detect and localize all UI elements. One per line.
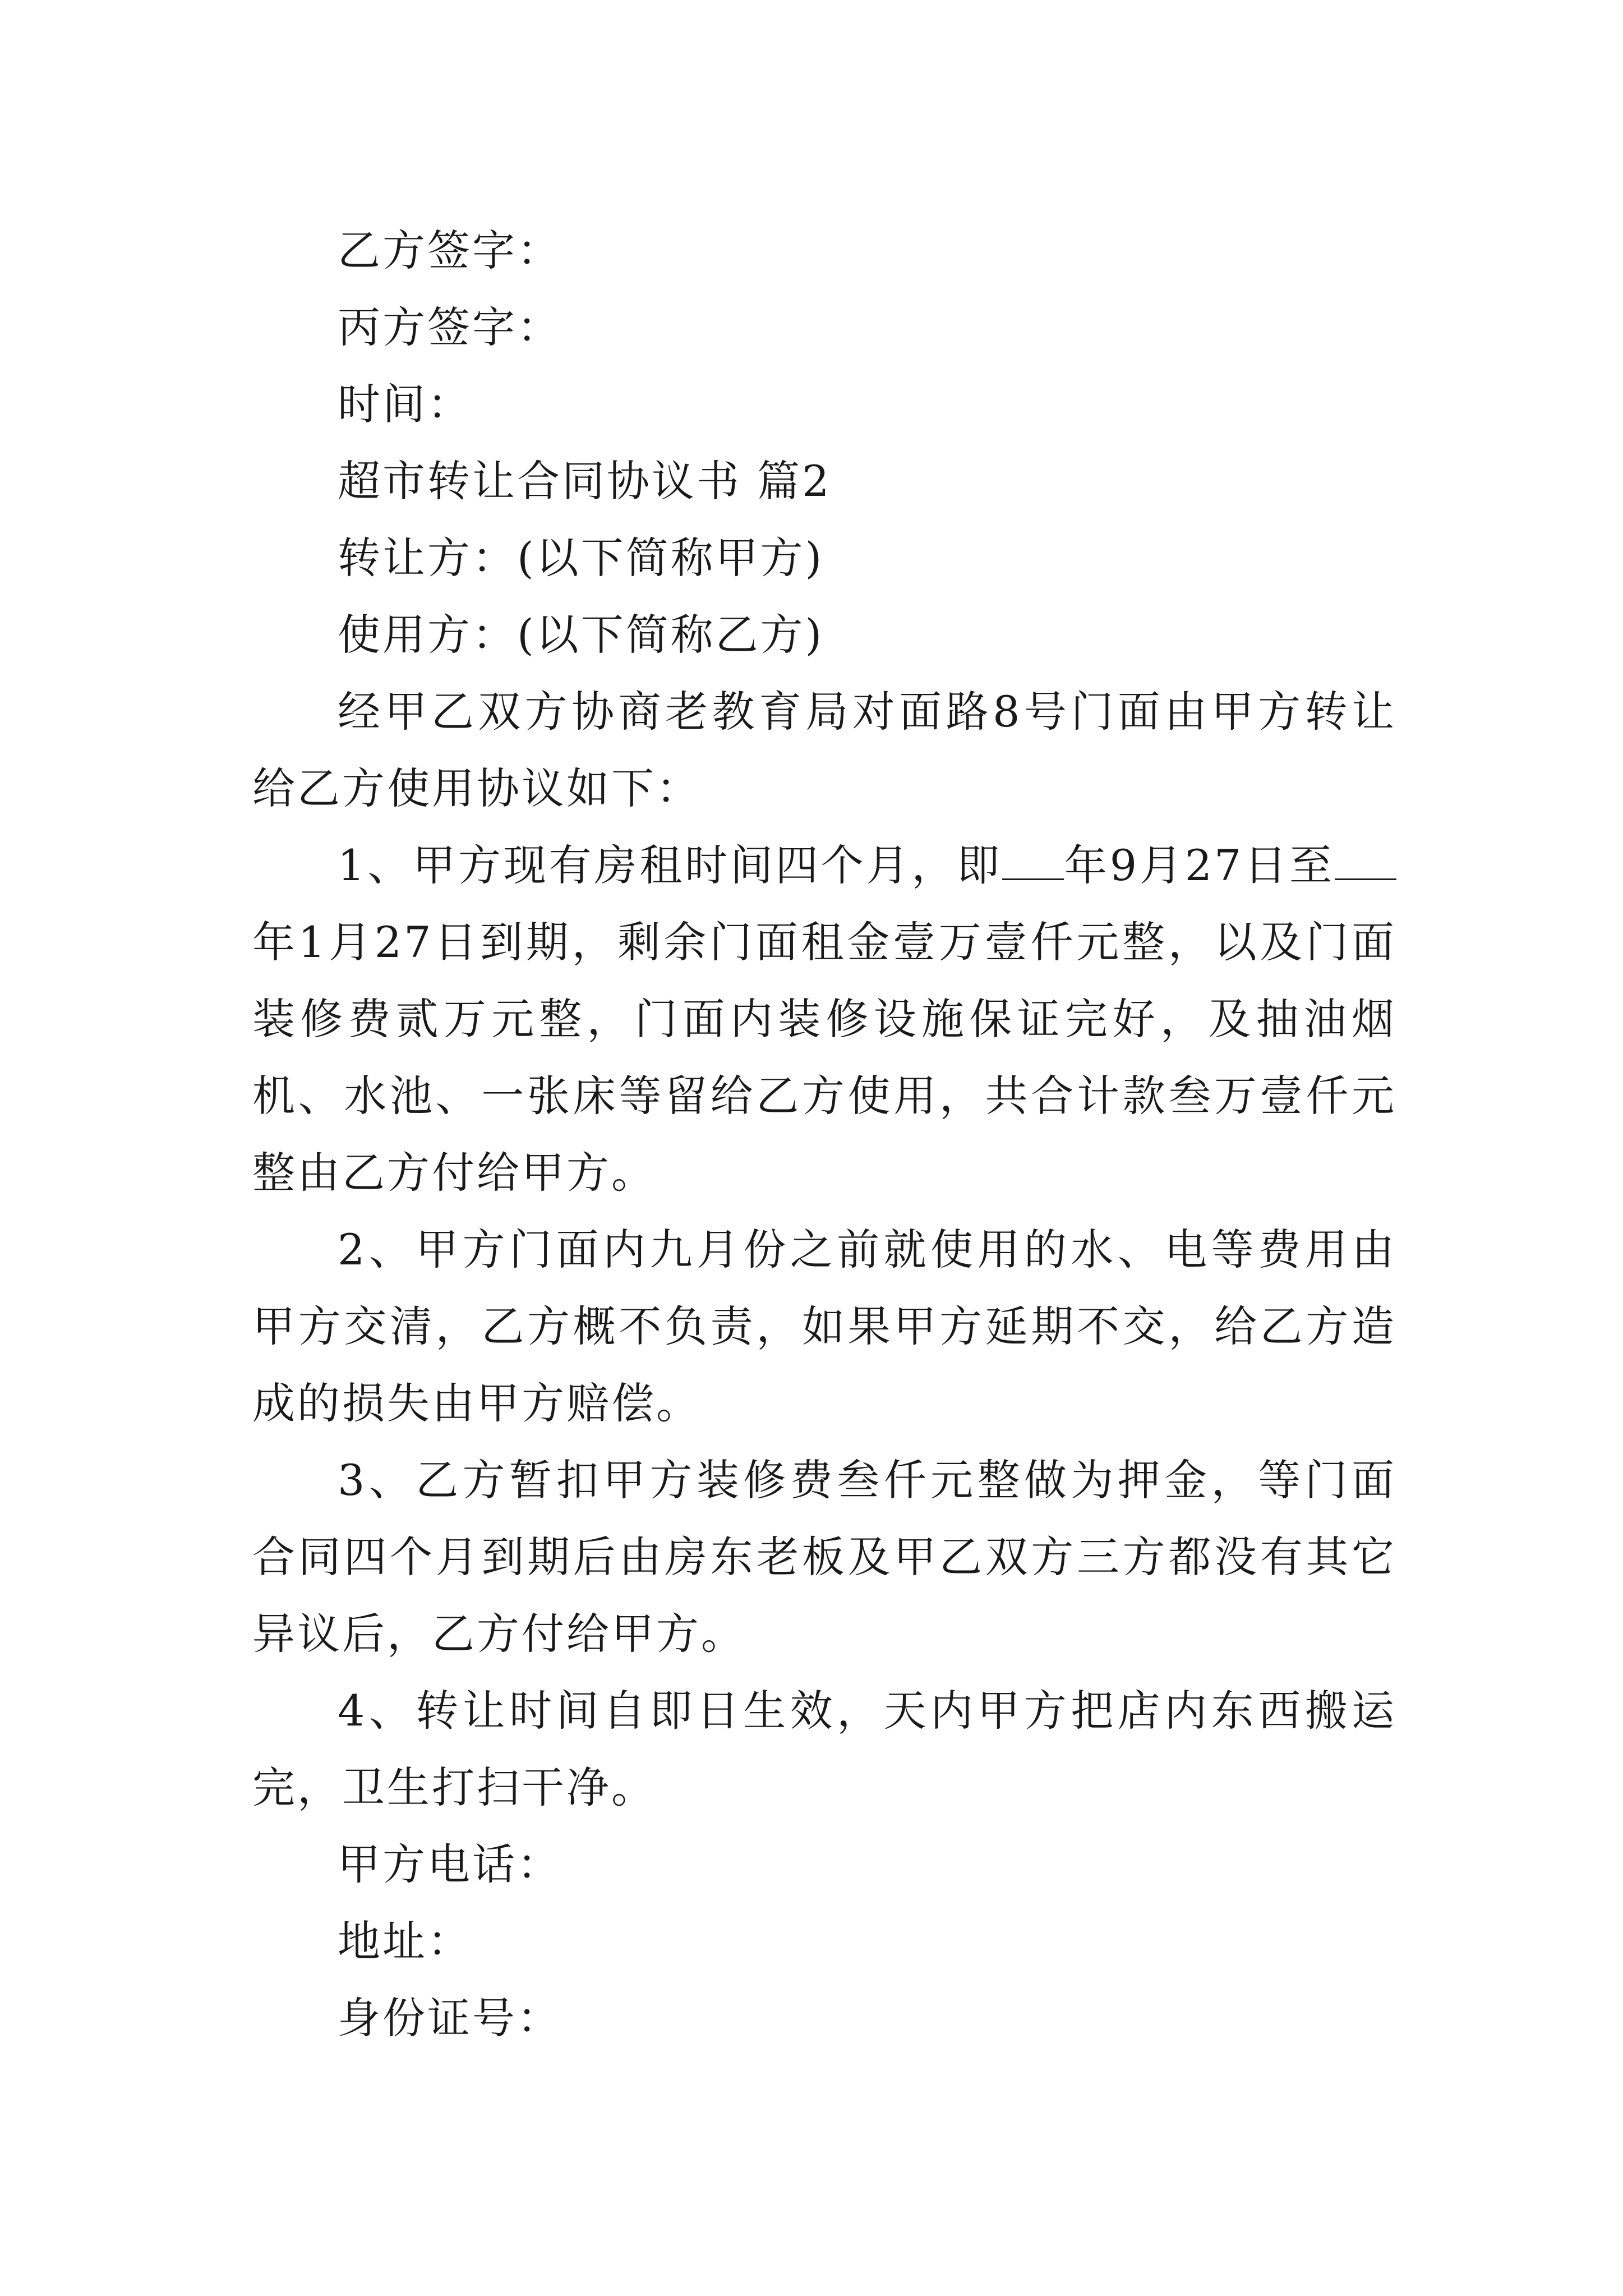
transferor-line: 转让方：(以下简称甲方) [338, 533, 824, 583]
intro-paragraph: 经甲乙双方协商老教育局对面路8号门面由甲方转让给乙方使用协议如下： [252, 687, 1396, 813]
document-body [252, 212, 1396, 2056]
year-blank-2 [1335, 845, 1396, 880]
clause-2-paragraph: 2、甲方门面内九月份之前就使用的水、电等费用由甲方交清，乙方概不负责，如果甲方延期不交，给乙方造成的损失由甲方赔偿。 [252, 1225, 1396, 1428]
id-number-label: 身份证号： [338, 1993, 562, 2043]
clause-1-part-2: 年9月27日至 [1064, 840, 1335, 890]
clause-4-paragraph: 4、转让时间自即日生效，天内甲方把店内东西搬运完，卫生打扫干净。 [252, 1686, 1396, 1812]
section-title: 超市转让合同协议书 篇2 [338, 456, 832, 506]
address-label: 地址： [338, 1916, 472, 1966]
clause-1-part-3: 年1月27日到期，剩余门面租金壹万壹仟元整，以及门面装修费贰万元整，门面内装修设施保证完好，及抽油烟机、水池、一张床等留给乙方使用，共合计款叁万壹仟元整由乙方付给甲方。 [252, 917, 1396, 1198]
clause-3-paragraph: 3、乙方暂扣甲方装修费叁仟元整做为押金，等门面合同四个月到期后由房东老板及甲乙双方三方都没有其它异议后，乙方付给甲方。 [252, 1455, 1396, 1659]
year-blank-1 [1002, 845, 1064, 880]
signature-c-label: 丙方签字： [338, 302, 562, 352]
party-a-phone-label: 甲方电话： [338, 1839, 562, 1889]
user-line: 使用方：(以下简称乙方) [338, 610, 824, 660]
time-label: 时间： [338, 379, 472, 429]
clause-1-paragraph [252, 827, 1396, 1211]
clause-1-part-1: 1、甲方现有房租时间四个月，即 [338, 840, 1003, 890]
signature-b-label: 乙方签字： [338, 226, 562, 275]
